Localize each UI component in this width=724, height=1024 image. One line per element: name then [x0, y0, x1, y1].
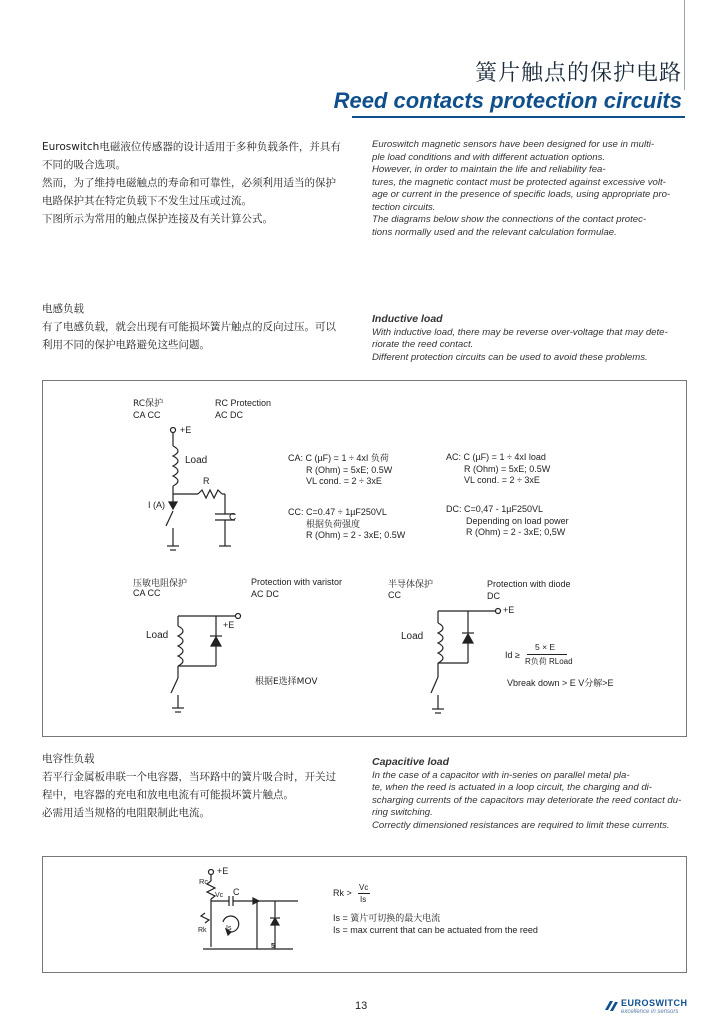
semiconductor-cn-label: 半导体保护	[388, 580, 434, 590]
cap-plus-e: +E	[217, 866, 229, 876]
ca-formula	[288, 453, 392, 488]
rk-formula-numerator: Vc	[359, 883, 369, 892]
rc-plus-e: +E	[180, 425, 192, 435]
diode-en-label: Protection with diode	[487, 579, 571, 589]
capacitive-cn	[42, 750, 357, 822]
ca-line: R (Ohm) = 5xE; 0.5W	[306, 464, 393, 475]
rc-circuit-diagram	[143, 426, 343, 566]
varistor-circuit-diagram	[158, 606, 278, 726]
intro-cn-line: 下图所示为常用的触点保护连接及有关计算公式。	[42, 213, 273, 225]
capacitive-circuit-diagram	[193, 867, 333, 967]
inductive-en-title: Inductive load	[372, 313, 443, 325]
cap-vc-label: Vc	[215, 892, 224, 899]
diode-plus-e: +E	[503, 605, 515, 615]
capacitive-cn-line: 若平行金属板串联一个电容器，当环路中的簧片吸合时，开关过	[42, 771, 336, 783]
dc-line: DC: C=0,47 - 1µF250VL	[446, 504, 543, 514]
rc-en-label: RC Protection	[215, 398, 272, 408]
diode-en-sub: DC	[487, 591, 500, 601]
diode-circuit-diagram	[418, 603, 538, 723]
is-definition-cn: Is = 簧片可切换的最大电流	[333, 913, 441, 923]
intro-cn-line: 然而，为了维持电磁触点的寿命和可靠性，必须利用适当的保护	[42, 177, 336, 189]
dc-formula	[446, 504, 569, 539]
varistor-cn-sub: CA CC	[133, 588, 161, 598]
cc-formula	[288, 507, 405, 542]
semiconductor-cn-sub: CC	[388, 590, 401, 600]
page-number: 13	[355, 1000, 368, 1012]
ac-line: R (Ohm) = 5xE; 0.5W	[464, 463, 551, 474]
id-formula-label: Id ≥	[505, 650, 520, 660]
ac-line: VL cond. = 2 ÷ 3xE	[464, 475, 540, 485]
ca-line: VL cond. = 2 ÷ 3xE	[306, 476, 382, 486]
page-title-en: Reed contacts protection circuits	[333, 88, 682, 113]
intro-en-line: Euroswitch magnetic sensors have been designed for use in multi-	[372, 139, 655, 150]
intro-cn-line: 电路保护其在特定负载下不发生过压或过流。	[42, 195, 252, 207]
varistor-load-label: Load	[146, 630, 169, 641]
rc-load-label: Load	[185, 455, 208, 466]
rc-cn-label: RC保护	[133, 399, 164, 409]
intro-en	[372, 139, 684, 239]
capacitive-en	[372, 756, 684, 832]
capacitive-en-line: scharging currents of the capacitors may deteriorate the reed contact du-	[372, 794, 682, 806]
varistor-en-label: Protection with varistor	[251, 577, 343, 587]
inductive-cn	[42, 300, 357, 354]
capacitive-cn-title: 电容性负载	[42, 753, 95, 765]
inductive-en	[372, 313, 684, 364]
intro-cn-line: 不同的吸合选项。	[42, 159, 126, 171]
cap-five-label: 5	[271, 943, 275, 950]
rc-r-label: R	[203, 476, 210, 486]
capacitive-cn-line: 程中，电容器的充电和放电电流有可能损坏簧片触点。	[42, 789, 294, 801]
vbreak-formula: Vbreak down > E V分解>E	[507, 678, 614, 688]
cap-c-label: C	[233, 887, 240, 897]
ac-line: AC: C (µF) = 1 ÷ 4xI load	[446, 452, 546, 462]
brand-tagline: excellence in sensors	[621, 1009, 679, 1015]
varistor-en-sub: AC DC	[251, 589, 280, 599]
capacitive-en-line: te, when the reed is actuated in a loop circuit, the charging and di-	[372, 782, 652, 793]
intro-en-line: age or current in the presence of specific loads, using appropriate pro-	[372, 189, 671, 200]
intro-cn-line: Euroswitch电磁液位传感器的设计适用于多种负载条件，并具有	[42, 141, 341, 153]
inductive-diagram-box	[42, 380, 687, 737]
dc-line: Depending on load power	[466, 515, 569, 526]
inductive-en-line: Different protection circuits can be used to avoid these problems.	[372, 351, 648, 363]
capacitive-en-title: Capacitive load	[372, 756, 450, 768]
cc-line: CC: C=0.47 ÷ 1µF250VL	[288, 507, 387, 517]
inductive-cn-line: 有了电感负载，就会出现有可能损坏簧片触点的反向过压。可以	[42, 321, 336, 333]
inductive-cn-title: 电感负载	[42, 303, 84, 315]
capacitive-en-line: ring switching.	[372, 807, 433, 818]
cap-is-label: Is	[226, 925, 232, 932]
capacitive-en-line: In the case of a capacitor with in-series on parallel metal pla-	[372, 769, 630, 781]
dc-line: R (Ohm) = 2 - 3xE; 0,5W	[466, 527, 566, 537]
header-divider	[684, 0, 685, 90]
rc-c-label: C	[229, 512, 237, 523]
is-definition-en: Is = max current that can be actuated from the reed	[333, 925, 538, 935]
intro-en-line: The diagrams below show the connections of the contact protec-	[372, 214, 647, 225]
intro-en-line: ple load conditions and with different actuation options.	[372, 151, 606, 163]
rc-en-sub: AC DC	[215, 410, 244, 420]
ac-formula	[446, 452, 550, 487]
varistor-note: 根据E选择MOV	[255, 677, 318, 687]
inductive-cn-line: 利用不同的保护电路避免这些问题。	[42, 339, 210, 351]
id-formula-denominator: R负荷 RLoad	[525, 657, 573, 666]
cc-line: R (Ohm) = 2 - 3xE; 0.5W	[306, 530, 406, 540]
diode-load-label: Load	[401, 631, 424, 642]
id-formula-numerator: 5 × E	[535, 642, 556, 652]
euroswitch-logo-icon	[603, 998, 619, 1014]
intro-en-line: tures, the magnetic contact must be protected against excessive volt-	[372, 176, 666, 188]
rc-cn-sub: CA CC	[133, 410, 161, 420]
rk-formula-label: Rk >	[333, 888, 352, 898]
ca-line: CA: C (µF) = 1 ÷ 4xI 负荷	[288, 453, 389, 463]
capacitive-cn-line: 必需用适当规格的电阻限制此电流。	[42, 807, 210, 819]
intro-cn	[42, 138, 357, 228]
title-underline	[352, 116, 685, 118]
intro-en-line: tection circuits.	[372, 201, 436, 213]
cc-line: 根据负荷强度	[306, 518, 361, 529]
id-fraction-bar	[527, 654, 567, 655]
capacitive-diagram-box	[42, 856, 687, 973]
cap-rk-label: Rk	[198, 927, 207, 934]
rk-formula-denominator: Is	[360, 895, 367, 904]
intro-en-line: However, in order to maintain the life and reliability fea-	[372, 164, 606, 175]
brand-name: EUROSWITCH	[621, 998, 688, 1008]
capacitive-en-line: Correctly dimensioned resistances are required to limit these currents.	[372, 819, 670, 831]
inductive-en-line: riorate the reed contact.	[372, 339, 474, 350]
page-title-cn: 簧片触点的保护电路	[474, 61, 682, 86]
varistor-cn-label: 压敏电阻保护	[133, 579, 188, 589]
inductive-en-line: With inductive load, there may be reverse over-voltage that may dete-	[372, 326, 668, 338]
rc-ia-label: I (A)	[148, 500, 165, 510]
intro-en-line: tions normally used and the relevant calculation formulae.	[372, 226, 617, 238]
cap-rc-label: Rc	[199, 877, 209, 886]
varistor-plus-e: +E	[223, 620, 235, 630]
